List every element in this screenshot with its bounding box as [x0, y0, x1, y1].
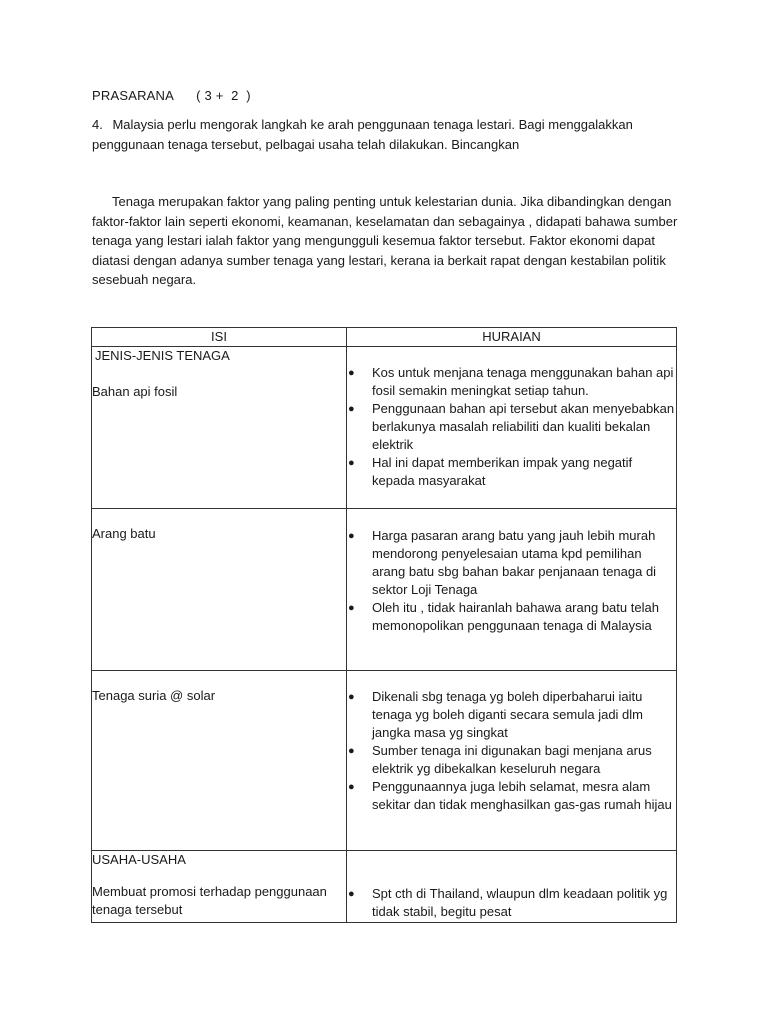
bullet-icon: ●: [348, 403, 355, 415]
isi-label: Tenaga suria @ solar: [92, 688, 216, 703]
isi-label: Membuat promosi terhadap penggunaan tenaga tersebut: [92, 884, 327, 917]
page-title: PRASARANA ( 3 + 2 ): [92, 88, 251, 103]
question-number: 4.: [92, 117, 103, 132]
isi-label: Bahan api fosil: [92, 384, 178, 399]
list-item: ● Kos untuk menjana tenaga menggunakan bahan api fosil semakin meningkat setiap tahun.: [348, 365, 674, 398]
section-heading: USAHA-USAHA: [92, 852, 186, 867]
bullet-icon: ●: [348, 691, 355, 703]
section-heading: JENIS-JENIS TENAGA: [95, 348, 230, 363]
table-row: [92, 347, 677, 509]
huraian-cell: [347, 851, 677, 923]
isi-cell: [92, 509, 347, 671]
huraian-cell: [347, 347, 677, 509]
list-item: ● Penggunaannya juga lebih selamat, mesra alam sekitar dan tidak menghasilkan gas-gas rumah hijau: [348, 779, 672, 812]
huraian-cell: [347, 509, 677, 671]
list-item: ● Harga pasaran arang batu yang jauh lebih murah mendorong penyelesaian utama kpd pemilihan arang batu sbg bahan bakar penjanaan tenaga di sektor Loji Tenaga: [348, 528, 657, 597]
header-isi: ISI: [92, 328, 347, 347]
list-item: ● Spt cth di Thailand, wlaupun dlm keadaan politik yg tidak stabil, begitu pesat: [348, 886, 668, 919]
isi-cell: [92, 671, 347, 851]
bullet-icon: ●: [348, 367, 355, 379]
list-item: ● Hal ini dapat memberikan impak yang negatif kepada masyarakat: [348, 455, 633, 488]
bullet-icon: ●: [348, 457, 355, 469]
bullet-icon: ●: [348, 888, 355, 900]
isi-label: Arang batu: [92, 526, 156, 541]
header-huraian: HURAIAN: [347, 328, 677, 347]
table-row: [92, 671, 677, 851]
huraian-cell: [347, 671, 677, 851]
content-table: [91, 327, 677, 923]
question: [92, 115, 692, 155]
bullet-icon: ●: [348, 745, 355, 757]
isi-cell: [92, 851, 347, 923]
bullet-icon: ●: [348, 530, 355, 542]
list-item: ● Penggunaan bahan api tersebut akan menyebabkan berlakunya masalah reliabiliti dan kualiti bekalan elektrik: [348, 401, 675, 452]
question-text: Malaysia perlu mengorak langkah ke arah penggunaan tenaga lestari. Bagi menggalakkan penggunaan tenaga tersebut, pelbagai usaha telah dilakukan. Bincangkan: [92, 117, 633, 152]
list-item: ● Sumber tenaga ini digunakan bagi menjana arus elektrik yg dibekalkan keseluruh negara: [348, 743, 652, 776]
intro-paragraph: Tenaga merupakan faktor yang paling penting untuk kelestarian dunia. Jika dibandingkan dengan faktor-faktor lain seperti ekonomi, keamanan, keselamatan dan sebagainya , didapati bahawa sumber tenaga yang lestari ialah faktor yang mengungguli kesemua faktor tersebut. Faktor ekonomi dapat diatasi dengan adanya sumber tenaga yang lestari, kerana ia berkait rapat dengan kestabilan politik sesebuah negara.: [92, 194, 678, 287]
table-header-row: [92, 328, 677, 347]
bullet-icon: ●: [348, 781, 355, 793]
list-item: ● Oleh itu , tidak hairanlah bahawa arang batu telah memonopolikan penggunaan tenaga di Malaysia: [348, 600, 659, 633]
isi-cell: [92, 347, 347, 509]
list-item: ● Dikenali sbg tenaga yg boleh diperbaharui iaitu tenaga yg boleh diganti secara semula jadi dlm jangka masa yg singkat: [348, 689, 644, 740]
table-row: [92, 509, 677, 671]
table-row: [92, 851, 677, 923]
bullet-icon: ●: [348, 602, 355, 614]
